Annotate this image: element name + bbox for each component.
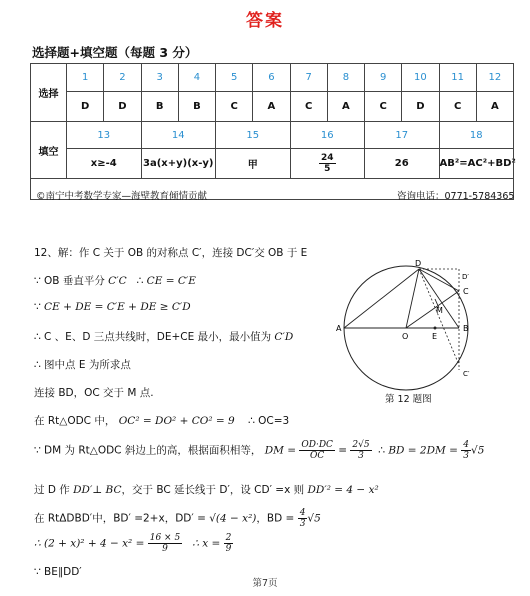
fraction-denominator: 9	[225, 544, 232, 554]
choice-row-label: 选择	[31, 64, 67, 122]
text: ∵ DM 为 Rt△ODC 斜边上的高，根据面积相等，	[34, 444, 262, 457]
segment-dc-prime	[419, 269, 459, 365]
fraction-denominator: 3	[299, 519, 306, 529]
solution-line-6: 连接 BD，OC 交于 M 点.	[34, 387, 154, 399]
choice-number: 7	[290, 64, 327, 92]
choice-number: 2	[104, 64, 141, 92]
fill-answer: 3a(x+y)(x-y)	[141, 149, 216, 179]
fill-number: 14	[141, 122, 216, 149]
label-c: C	[463, 287, 469, 296]
math: DM =	[264, 444, 297, 457]
fill-number: 17	[365, 122, 440, 149]
choice-answer: C	[365, 92, 402, 122]
fill-answer: AB²=AC²+BD²	[439, 149, 514, 179]
fill-row-label: 填空	[31, 122, 67, 179]
choice-number: 1	[67, 64, 104, 92]
solution-line-10	[34, 508, 321, 529]
choice-number: 8	[327, 64, 364, 92]
solution-line-11	[34, 533, 233, 554]
solution-line-1: 12、解：作 C 关于 OB 的对称点 C′，连接 DC′交 OB 于 E	[34, 247, 308, 259]
fill-answer: 26	[365, 149, 440, 179]
fraction-numerator: 2√5	[352, 440, 370, 450]
page-title: 答案	[246, 11, 284, 31]
fraction-denominator: 3	[463, 451, 469, 461]
fraction-numerator: 16 × 5	[149, 533, 181, 543]
solution-line-9	[34, 482, 379, 497]
fraction-denominator: 5	[324, 164, 331, 174]
label-b: B	[463, 324, 469, 333]
text: 过 D 作	[34, 484, 70, 496]
section-title: 选择题+填空题（每题 3 分）	[32, 45, 198, 60]
footer-phone: 咨询电话：0771-5784365	[397, 191, 515, 202]
choice-answer: D	[402, 92, 439, 122]
label-e: E	[432, 332, 438, 341]
segment-db	[419, 269, 459, 328]
math: CE = C′E	[146, 275, 196, 287]
fraction-numerator: 24	[320, 153, 334, 163]
solution-line-8	[34, 440, 484, 461]
choice-number: 10	[402, 64, 439, 92]
math: √(4 − x²)	[209, 512, 257, 525]
text: ∵ OB 垂直平分	[34, 275, 105, 287]
fraction-numerator: OD·DC	[301, 440, 333, 450]
solution-line-2	[34, 273, 196, 288]
label-d: D	[415, 259, 422, 268]
text: ∴ OC=3	[248, 415, 290, 427]
choice-number: 4	[178, 64, 215, 92]
fraction-numerator: 4	[463, 440, 469, 450]
text: ，BD =	[256, 512, 295, 525]
text: ∵	[34, 301, 41, 313]
figure-caption: 第 12 题图	[385, 394, 432, 405]
choice-answer: A	[327, 92, 364, 122]
text: ∴	[136, 275, 144, 287]
fraction-denominator: OC	[310, 451, 325, 461]
fill-answer: x≥-4	[67, 149, 142, 179]
text: ∴	[378, 444, 385, 457]
point-e	[434, 327, 437, 330]
geometry-figure	[335, 258, 485, 393]
math: C′D	[274, 331, 294, 343]
label-o: O	[402, 332, 409, 341]
choice-answer: A	[253, 92, 290, 122]
math: ∴ (2 + x)² + 4 − x² =	[34, 537, 145, 550]
math: ∴ x =	[192, 537, 221, 550]
choice-answer: B	[178, 92, 215, 122]
fill-number: 16	[290, 122, 365, 149]
math: =	[338, 444, 348, 457]
choice-answer: C	[216, 92, 253, 122]
choice-answer: D	[67, 92, 104, 122]
math: √5	[307, 512, 321, 525]
math: DD′² = 4 − x²	[307, 484, 379, 496]
answer-table	[30, 63, 514, 179]
fraction-denominator: 3	[358, 451, 364, 461]
math: BD = 2DM =	[388, 444, 458, 457]
fraction-numerator: 4	[299, 508, 306, 518]
fill-answer: 甲	[216, 149, 291, 179]
fill-number: 15	[216, 122, 291, 149]
choice-number: 12	[476, 64, 513, 92]
choice-answer: C	[439, 92, 476, 122]
solution-line-4	[34, 329, 293, 344]
choice-answer: B	[141, 92, 178, 122]
fill-number: 13	[67, 122, 142, 149]
choice-answer: D	[104, 92, 141, 122]
math: OC² = DO² + CO² = 9	[118, 415, 235, 427]
label-c-prime: C′	[463, 370, 470, 378]
choice-number: 9	[365, 64, 402, 92]
footer-credit: ©南宁中考数学专家—海壁教育倾情贡献	[36, 191, 208, 202]
label-a: A	[336, 324, 342, 333]
fill-number: 18	[439, 122, 514, 149]
solution-line-12: ∵ BE∥DD′	[34, 566, 82, 578]
text: ∴ C 、E、D 三点共线时，DE+CE 最小，最小值为	[34, 331, 272, 343]
segment-dc	[419, 269, 459, 291]
segment-oc	[406, 291, 459, 328]
choice-answer: A	[476, 92, 513, 122]
page-number: 第7页	[252, 578, 278, 589]
solution-line-3	[34, 301, 191, 313]
choice-answer: C	[290, 92, 327, 122]
label-d-prime: D′	[462, 273, 469, 281]
fraction-denominator: 9	[162, 544, 168, 554]
choice-number: 3	[141, 64, 178, 92]
math: √5	[471, 444, 485, 457]
solution-line-5: ∴ 图中点 E 为所求点	[34, 359, 131, 371]
choice-number: 5	[216, 64, 253, 92]
label-m: M	[436, 306, 443, 315]
choice-number: 11	[439, 64, 476, 92]
math: CE + DE = C′E + DE ≥ C′D	[44, 301, 191, 313]
fill-answer-fraction	[290, 149, 365, 179]
fraction-numerator: 2	[225, 533, 232, 543]
text: ，交于 BC 延长线于 D′，设 CD′ =x 则	[121, 484, 305, 496]
text: 在 Rt△ODC 中，	[34, 415, 116, 427]
text: 在 RtΔDBD′中，BD′ =2+x，DD′ =	[34, 512, 206, 525]
choice-number: 6	[253, 64, 290, 92]
math: DD′⊥ BC	[73, 484, 122, 496]
math: C′C	[108, 275, 127, 287]
solution-line-7	[34, 413, 289, 428]
